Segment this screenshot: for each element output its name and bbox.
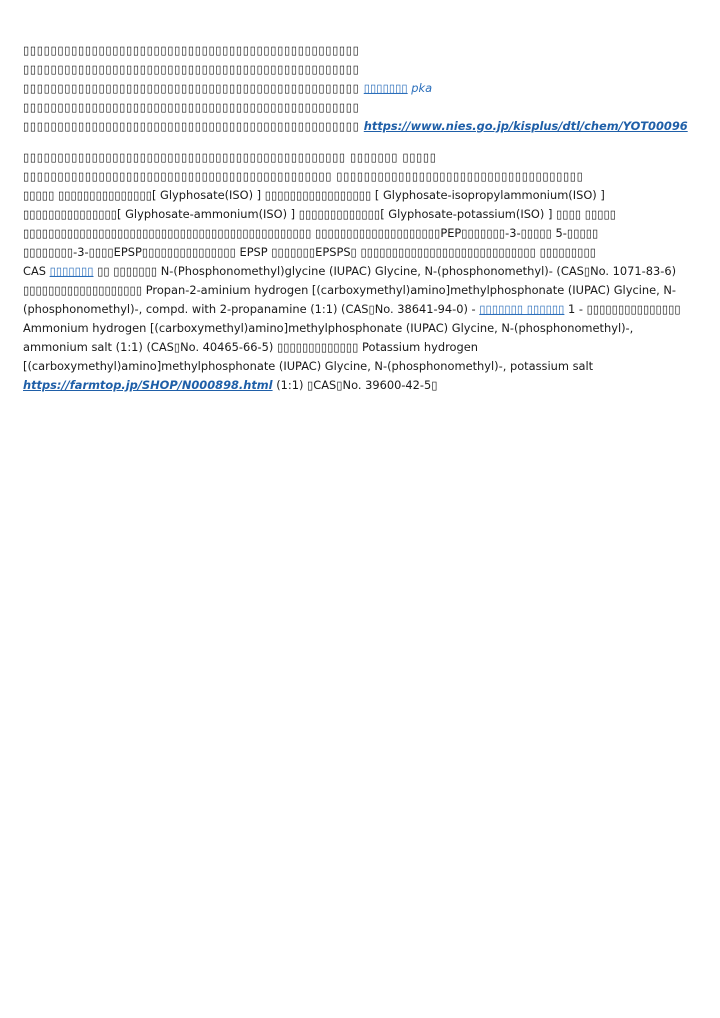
text-line: ▯▯▯▯▯▯▯▯-3-▯▯▯▯EPSP▯▯▯▯▯▯▯▯▯▯▯▯▯▯▯ EPSP ▯▯▯▯▯▯▯EPSPS▯ ▯▯▯▯▯▯▯▯▯▯▯▯▯▯▯▯▯▯▯▯▯▯▯▯▯▯▯▯ ▯▯▯▯▯▯▯▯▯ [23,245,596,259]
pka-link-label: ▯▯▯▯▯▯▯ [363,81,408,95]
cas-prefix: CAS [23,264,50,278]
text-line: ▯▯▯▯▯▯▯▯▯▯▯▯▯▯▯▯▯▯▯▯▯▯▯▯▯▯▯▯▯▯▯▯▯▯▯▯▯▯▯▯▯▯▯▯▯▯▯▯▯ [23,43,360,57]
chemical-names-text: 1 - ▯▯▯▯▯▯▯▯▯▯▯▯▯▯▯ Ammonium hydrogen [(carboxymethyl)amino]methylphosphonate (IUPAC) Glycine, N-(phosphonomethyl)-, ammonium salt (1:1) (CAS▯No. 40465-66-5) ▯▯▯▯▯▯▯▯▯▯▯▯▯ Potassium hydrogen [(carboxymethyl)amino]methylphosphonate (IUPAC) Glycine, N-(phosphonomethyl)-, potassium salt [23,302,681,373]
text-line: ▯▯▯▯▯▯▯▯▯▯▯▯▯▯▯▯▯▯▯▯▯▯▯▯▯▯▯▯▯▯▯▯▯▯▯▯▯▯▯▯▯▯▯▯▯▯▯▯▯ [23,62,360,76]
pka-link[interactable] [364,81,432,95]
text-line: ▯▯▯▯▯▯▯▯▯▯▯▯▯▯▯▯▯▯▯▯▯▯▯▯▯▯▯▯▯▯▯▯▯▯▯▯▯▯▯▯▯▯▯▯▯▯ ▯▯▯▯▯▯▯▯▯▯▯▯▯▯▯▯▯▯▯▯PEP▯▯▯▯▯▯▯-3-▯▯▯▯▯ 5-▯▯▯▯▯ [23,226,599,240]
paragraph-glyphosate [23,148,698,395]
cas-tail: (1:1) ▯CAS▯No. 39600-42-5▯ [272,378,438,392]
text-line: ▯▯▯▯▯ ▯▯▯▯▯▯▯▯▯▯▯▯▯▯▯[ Glyphosate(ISO) ] ▯▯▯▯▯▯▯▯▯▯▯▯▯▯▯▯▯ [ Glyphosate-isopropylammonium(ISO) ] [23,188,605,202]
text-segment: ▯▯▯▯▯▯▯▯▯▯▯▯▯▯▯▯▯▯▯▯▯▯▯▯▯▯▯▯▯▯▯▯▯▯▯▯▯▯▯▯▯▯▯▯▯▯▯▯▯ [23,81,364,95]
chemical-names-block [23,264,681,392]
farmtop-shop-link[interactable]: https://farmtop.jp/SHOP/N000898.html [23,378,273,392]
nies-source-link[interactable]: https://www.nies.go.jp/kisplus/dtl/chem/YOT00096 [363,119,688,133]
text-line: ▯▯▯▯▯▯▯▯▯▯▯▯▯▯▯▯▯▯▯▯▯▯▯▯▯▯▯▯▯▯▯▯▯▯▯▯▯▯▯▯▯▯▯▯▯▯▯▯▯ [23,100,360,114]
text-line: ▯▯▯▯▯▯▯▯▯▯▯▯▯▯▯▯▯▯▯▯▯▯▯▯▯▯▯▯▯▯▯▯▯▯▯▯▯▯▯▯▯▯▯▯▯ ▯▯▯▯▯▯▯▯▯▯▯▯▯▯▯▯▯▯▯▯▯▯▯▯▯▯▯▯▯▯▯▯▯▯▯▯ [23,169,584,183]
pka-link-suffix: pka [407,81,433,95]
text-line: ▯▯▯▯▯▯▯▯▯▯▯▯▯▯▯[ Glyphosate-ammonium(ISO) ] ▯▯▯▯▯▯▯▯▯▯▯▯▯[ Glyphosate-potassium(ISO) ] ▯▯▯▯ ▯▯▯▯▯ [23,207,617,221]
chemical-names-text: ▯▯ ▯▯▯▯▯▯▯ N-(Phosphonomethyl)glycine (IUPAC) Glycine, N-(phosphonomethyl)- (CAS▯No. 1071-83-6) ▯▯▯▯▯▯▯▯▯▯▯▯▯▯▯▯▯▯▯ Propan-2-aminium hydrogen [(carboxymethyl)amino]methylphosphonate (IUPAC) Glycine, N-(phosphonomethyl)-, compd. with 2-propanamine (1:1) (CAS▯No. 38641-94-0) - [23,264,677,316]
cas-link[interactable]: ▯▯▯▯▯▯▯ [49,264,94,278]
text-line [23,79,698,98]
paragraph-intro [23,41,698,136]
text-line [23,117,698,136]
text-line: ▯▯▯▯▯▯▯▯▯▯▯▯▯▯▯▯▯▯▯▯▯▯▯▯▯▯▯▯▯▯▯▯▯▯▯▯▯▯▯▯▯▯▯▯▯▯▯ ▯▯▯▯▯▯▯ ▯▯▯▯▯ [23,150,437,164]
document-page [23,41,698,395]
text-segment: ▯▯▯▯▯▯▯▯▯▯▯▯▯▯▯▯▯▯▯▯▯▯▯▯▯▯▯▯▯▯▯▯▯▯▯▯▯▯▯▯▯▯▯▯▯▯▯▯▯ [23,119,364,133]
inline-link[interactable]: ▯▯▯▯▯▯▯ ▯▯▯▯▯▯ [479,302,565,316]
